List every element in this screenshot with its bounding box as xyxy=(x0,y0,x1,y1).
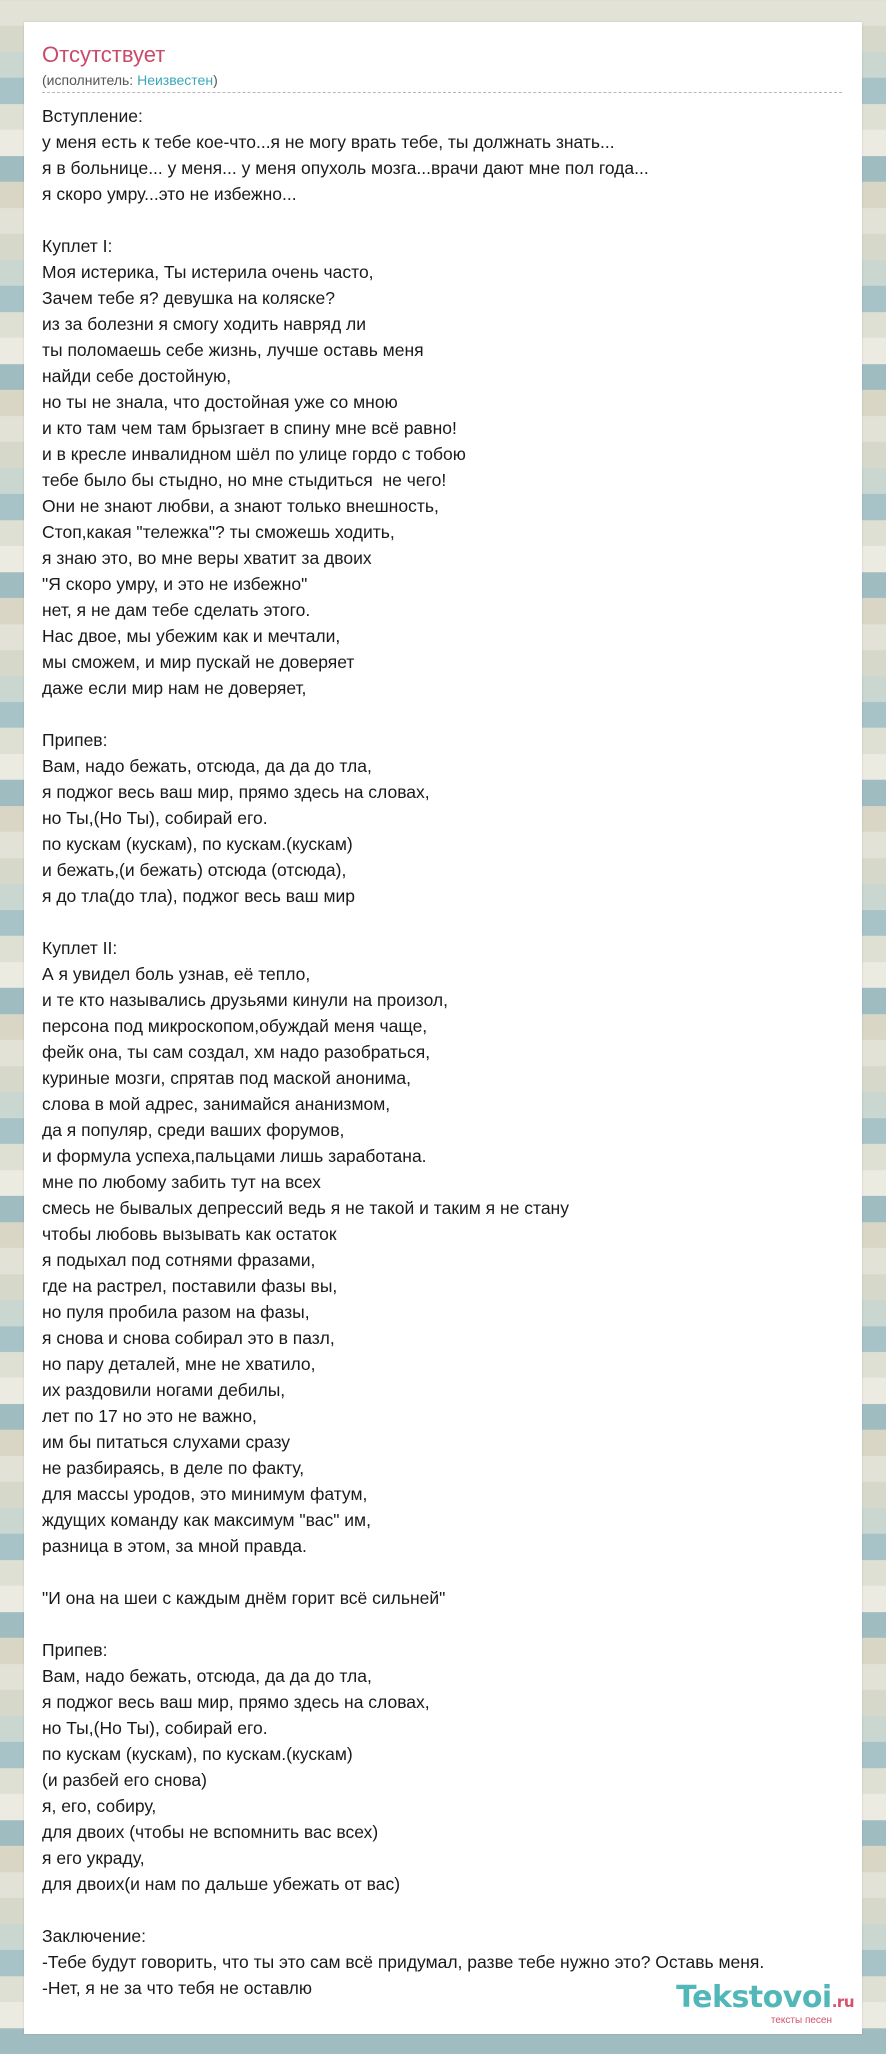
lyric-line: и формула успеха,пальцами лишь заработана. xyxy=(42,1146,427,1166)
lyric-line: Вам, надо бежать, отсюда, да да до тла, xyxy=(42,1666,372,1686)
lyric-line: но пару деталей, мне не хватило, xyxy=(42,1354,316,1374)
lyric-line xyxy=(42,1559,886,1585)
lyric-line: Куплет I: xyxy=(42,236,113,256)
lyric-line: нет, я не дам тебе сделать этого. xyxy=(42,600,311,620)
lyric-line: ждущих команду как максимум "вас" им, xyxy=(42,1510,371,1530)
lyric-line: я поджог весь ваш мир, прямо здесь на словах, xyxy=(42,782,430,802)
lyric-line: ты поломаешь себе жизнь, лучше оставь меня xyxy=(42,340,424,360)
lyric-line: мы сможем, и мир пускай не доверяет xyxy=(42,652,355,672)
logo-wordmark xyxy=(676,1980,854,2017)
artist-line xyxy=(42,72,218,88)
logo-tld: .ru xyxy=(831,1993,854,2011)
artist-link[interactable]: Неизвестен xyxy=(137,72,214,88)
lyric-line: для двоих (чтобы не вспомнить вас всех) xyxy=(42,1822,379,1842)
lyric-line: я, его, собиру, xyxy=(42,1796,157,1816)
lyric-line xyxy=(42,701,886,727)
lyric-line: для массы уродов, это минимум фатум, xyxy=(42,1484,368,1504)
title-divider xyxy=(42,92,842,93)
lyric-line: им бы питаться слухами сразу xyxy=(42,1432,291,1452)
lyric-line: найди себе достойную, xyxy=(42,366,232,386)
lyric-line: и бежать,(и бежать) отсюда (отсюда), xyxy=(42,860,347,880)
lyric-line xyxy=(42,909,886,935)
lyric-line: Зачем тебе я? девушка на коляске? xyxy=(42,288,336,308)
artist-suffix: ) xyxy=(213,72,218,88)
lyric-line: фейк она, ты сам создал, хм надо разобраться, xyxy=(42,1042,431,1062)
lyric-line: для двоих(и нам по дальше убежать от вас) xyxy=(42,1874,401,1894)
lyric-line: разница в этом, за мной правда. xyxy=(42,1536,307,1556)
lyric-line: но Ты,(Но Ты), собирай его. xyxy=(42,808,268,828)
site-logo[interactable] xyxy=(676,1980,854,2026)
lyric-line: где на растрел, поставили фазы вы, xyxy=(42,1276,338,1296)
lyric-line: тебе было бы стыдно, но мне стыдиться не чего! xyxy=(42,470,447,490)
lyric-line: Стоп,какая "тележка"? ты сможешь ходить, xyxy=(42,522,395,542)
lyric-line: да я популяр, среди ваших форумов, xyxy=(42,1120,345,1140)
lyric-line: Вступление: xyxy=(42,106,143,126)
lyric-line: но Ты,(Но Ты), собирай его. xyxy=(42,1718,268,1738)
lyric-line: даже если мир нам не доверяет, xyxy=(42,678,307,698)
lyric-line: Припев: xyxy=(42,730,108,750)
lyric-line: лет по 17 но это не важно, xyxy=(42,1406,257,1426)
lyric-line: у меня есть к тебе кое-что...я не могу врать тебе, ты должнать знать... xyxy=(42,132,615,152)
lyric-line: -Тебе будут говорить, что ты это сам всё придумал, разве тебе нужно это? Оставь меня. xyxy=(42,1952,765,1972)
lyric-line: по кускам (кускам), по кускам.(кускам) xyxy=(42,834,353,854)
lyric-line: по кускам (кускам), по кускам.(кускам) xyxy=(42,1744,353,1764)
lyric-line: я в больнице... у меня... у меня опухоль мозга...врачи дают мне пол года... xyxy=(42,158,649,178)
lyric-line: Они не знают любви, а знают только внешность, xyxy=(42,496,439,516)
lyric-line: (и разбей его снова) xyxy=(42,1770,207,1790)
lyric-line: и в кресле инвалидном шёл по улице гордо с тобою xyxy=(42,444,466,464)
lyric-line: я снова и снова собирал это в пазл, xyxy=(42,1328,335,1348)
lyric-line: мне по любому забить тут на всех xyxy=(42,1172,321,1192)
lyric-line: чтобы любовь вызывать как остаток xyxy=(42,1224,337,1244)
lyric-line: "Я скоро умру, и это не избежно" xyxy=(42,574,308,594)
lyric-line: я подыхал под сотнями фразами, xyxy=(42,1250,316,1270)
lyric-line: Нас двое, мы убежим как и мечтали, xyxy=(42,626,341,646)
logo-name: Tekstovoi xyxy=(676,1980,832,2015)
lyric-line: Припев: xyxy=(42,1640,108,1660)
lyric-line: -Нет, я не за что тебя не оставлю xyxy=(42,1978,313,1998)
logo-tagline: тексты песен xyxy=(770,2015,832,2026)
lyric-line: Вам, надо бежать, отсюда, да да до тла, xyxy=(42,756,372,776)
lyric-line: и кто там чем там брызгает в спину мне всё равно! xyxy=(42,418,457,438)
lyric-line: персона под микроскопом,обуждай меня чаще, xyxy=(42,1016,428,1036)
lyric-line: я знаю это, во мне веры хватит за двоих xyxy=(42,548,372,568)
artist-prefix: (исполнитель: xyxy=(42,72,138,88)
lyric-line: Моя истерика, Ты истерила очень часто, xyxy=(42,262,374,282)
lyric-line: не разбираясь, в деле по факту, xyxy=(42,1458,305,1478)
lyric-line xyxy=(42,1611,886,1637)
lyric-line: я его украду, xyxy=(42,1848,145,1868)
lyric-line: но ты не знала, что достойная уже со мною xyxy=(42,392,398,412)
lyric-line: и те кто назывались друзьями кинули на произол, xyxy=(42,990,448,1010)
lyric-line: Куплет II: xyxy=(42,938,118,958)
lyric-line: А я увидел боль узнав, её тепло, xyxy=(42,964,311,984)
lyric-line: я скоро умру...это не избежно... xyxy=(42,184,297,204)
lyric-line: Заключение: xyxy=(42,1926,146,1946)
lyric-line: из за болезни я смогу ходить навряд ли xyxy=(42,314,367,334)
lyric-line xyxy=(42,207,886,233)
lyrics-text xyxy=(42,103,886,2001)
lyric-line: я до тла(до тла), поджог весь ваш мир xyxy=(42,886,356,906)
lyric-line: "И она на шеи с каждым днём горит всё сильней" xyxy=(42,1588,446,1608)
lyrics-card xyxy=(24,22,862,2034)
song-title: Отсутствует xyxy=(42,42,166,67)
lyric-line: их раздовили ногами дебилы, xyxy=(42,1380,286,1400)
lyric-line: слова в мой адрес, занимайся ананизмом, xyxy=(42,1094,391,1114)
lyric-line: но пуля пробила разом на фазы, xyxy=(42,1302,310,1322)
lyric-line: смесь не бывалых депрессий ведь я не такой и таким я не стану xyxy=(42,1198,569,1218)
lyric-line xyxy=(42,1897,886,1923)
lyric-line: я поджог весь ваш мир, прямо здесь на словах, xyxy=(42,1692,430,1712)
lyric-line: куриные мозги, спрятав под маской анонима, xyxy=(42,1068,412,1088)
